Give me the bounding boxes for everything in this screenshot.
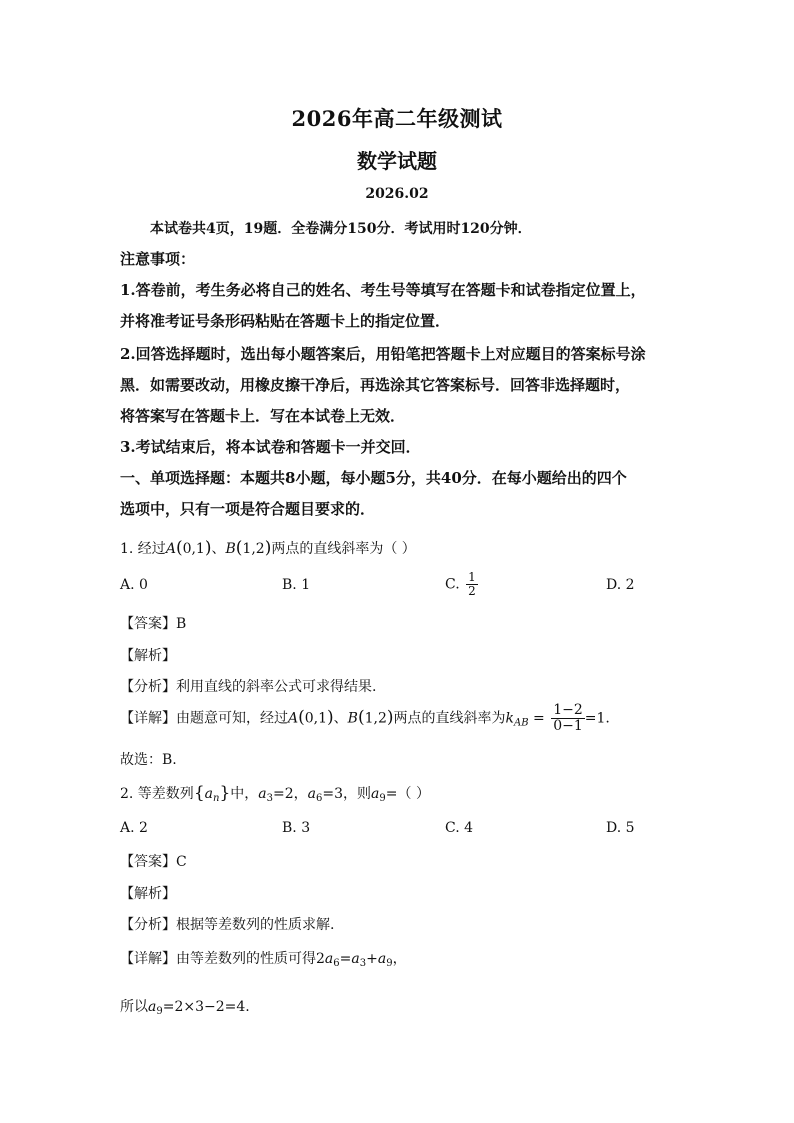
q1-slope-result: =1	[584, 710, 606, 727]
q2-then: ，则	[343, 786, 372, 802]
q1-slope-fraction	[551, 703, 585, 734]
q1-detail-prefix: 【详解】由题意可知，经过	[120, 710, 288, 727]
q2-answer: 【答案】C	[120, 854, 187, 870]
q2-eq1-a3: a	[351, 951, 360, 967]
q2-fenxi: 【分析】根据等差数列的性质求解.	[120, 917, 335, 933]
question-2-stem: 2. 等差数列$\{a_n\}$中，$a_3=2$，$a_6=3$，则$a_9=$（ ）	[120, 783, 430, 804]
q2-eq1-a9: a	[377, 951, 387, 967]
q2-eq1-plus: +	[366, 951, 378, 967]
q2-seq-sub: n	[213, 793, 220, 804]
q1-fenxi: 【分析】利用直线的斜率公式可求得结果.	[120, 679, 377, 695]
q2-a6-val: =3	[322, 786, 344, 802]
q2-analysis-heading: 【解析】	[120, 886, 176, 902]
q1-prefix: 1. 经过	[120, 541, 166, 557]
note-1-line-2: 并将准考证号条形码粘贴在答题卡上的指定位置．	[120, 312, 451, 330]
q2-seq: a	[204, 786, 213, 802]
q1-detail: 【详解】由题意可知，经过A(0,1)、B(1,2)两点的直线斜率为$k_{AB}$ = $\frac{1-2}{0-1}$ =1.	[120, 702, 610, 734]
question-1-stem: 1. 经过A(0,1)、B(1,2)两点的直线斜率为（ ）	[120, 538, 416, 558]
q1-option-c-numerator: 1	[468, 570, 476, 584]
q1-slope-k: k	[505, 710, 514, 727]
q2-a3-sub: 3	[266, 793, 274, 804]
note-2-line-2: 黑．如需要改动，用橡皮擦干净后，再选涂其它答案标号．回答非选择题时，	[120, 376, 631, 394]
q1-detail-point-a: A	[288, 710, 299, 727]
q1-option-d: D. 2	[606, 577, 635, 593]
q2-eq1-equals: =	[339, 951, 352, 967]
q1-choice: 故选：B.	[120, 752, 177, 768]
q2-option-c: C. 4	[445, 820, 474, 836]
q2-detail	[120, 948, 407, 969]
section-1-line-2: 选项中，只有一项是符合题目要求的．	[120, 500, 376, 518]
q2-eq1-a3-sub: 3	[359, 958, 367, 969]
q2-option-a: A. 2	[120, 820, 148, 836]
q1-option-c-label: C.	[445, 576, 460, 593]
q1-slope-denominator: 0−1	[553, 718, 583, 734]
note-1-line-1: 1.答卷前，考生务必将自己的姓名、考生号等填写在答题卡和试卷指定位置上，	[120, 281, 646, 299]
q1-detail-end: .	[605, 710, 610, 727]
q1-coord-b: 1,2	[242, 541, 265, 557]
q1-detail-sep: 、	[333, 710, 348, 727]
q2-a6: a	[307, 786, 317, 802]
q2-a3: a	[258, 786, 267, 802]
exam-title: 2026年高二年级测试	[291, 106, 503, 131]
q1-detail-mid: 两点的直线斜率为	[393, 710, 506, 727]
q2-eq2-a9-sub: 9	[156, 1006, 163, 1017]
q2-eq1-a6-sub: 6	[333, 958, 340, 969]
q1-option-c-denominator: 2	[468, 584, 476, 598]
q2-a9-sub: 9	[379, 793, 386, 804]
q2-eq1-a9-sub: 9	[386, 958, 393, 969]
subject-title: 数学试题	[357, 149, 437, 173]
q1-detail-coord-b: 1,2	[364, 710, 387, 727]
q1-suffix: 两点的直线斜率为（ ）	[271, 541, 416, 557]
q1-option-b: B. 1	[282, 577, 311, 593]
q1-slope-sub: AB	[514, 717, 529, 729]
q1-analysis-heading: 【解析】	[120, 648, 176, 664]
q1-point-b: B	[225, 541, 236, 557]
note-2-line-1: 2.回答选择题时，选出每小题答案后，用铅笔把答题卡上对应题目的答案标号涂	[120, 345, 646, 363]
exam-date: 2026.02	[365, 186, 429, 202]
note-3: 3.考试结束后，将本试卷和答题卡一并交回．	[120, 438, 421, 456]
q2-eq2-a9: a	[148, 999, 157, 1015]
q2-eq1-a6: a	[324, 951, 334, 967]
q2-mid: 中，	[230, 786, 259, 802]
notes-heading: 注意事项：	[120, 250, 196, 268]
q2-a6-sub: 6	[316, 793, 323, 804]
q2-conclusion	[120, 996, 250, 1017]
q2-suoyi: 所以	[120, 999, 148, 1015]
q2-a9: a	[371, 786, 380, 802]
q2-suffix: =（ ）	[385, 786, 430, 802]
q2-eq2-period: .	[245, 999, 250, 1015]
q1-option-a: A. 0	[120, 577, 148, 593]
q2-detail-prefix: 【详解】由等差数列的性质可得	[120, 951, 316, 967]
q2-a3-val: =2	[273, 786, 294, 802]
q2-option-d: D. 5	[606, 820, 635, 836]
q2-option-b: B. 3	[282, 820, 311, 836]
q2-eq2: =2×3−2=4	[162, 999, 246, 1015]
q1-detail-point-b: B	[347, 710, 358, 727]
q2-prefix: 2. 等差数列	[120, 786, 194, 802]
q1-separator: 、	[211, 541, 226, 557]
q1-coord-a: 0,1	[182, 541, 205, 557]
q1-option-c	[445, 571, 478, 598]
q2-eq1-coef: 2	[316, 951, 325, 967]
q1-slope-numerator: 1−2	[553, 702, 583, 718]
note-2-line-3: 将答案写在答题卡上．写在本试卷上无效．	[120, 407, 406, 425]
q2-eq1-comma: ，	[392, 951, 407, 967]
q1-detail-coord-a: 0,1	[304, 710, 328, 727]
q1-option-c-fraction	[466, 571, 478, 598]
q1-point-a: A	[165, 541, 176, 557]
q1-answer: 【答案】B	[120, 616, 187, 632]
exam-intro: 本试卷共4页，19题．全卷满分150分．考试用时120分钟．	[150, 221, 532, 237]
section-1-line-1: 一、单项选择题：本题共8小题，每小题5分，共40分．在每小题给出的四个	[120, 469, 627, 487]
